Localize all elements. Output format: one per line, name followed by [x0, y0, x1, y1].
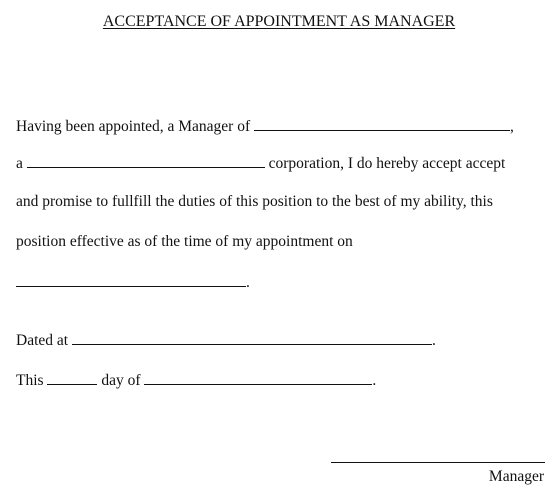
dated-at-blank[interactable] — [72, 330, 432, 345]
appointment-date-blank[interactable] — [16, 272, 246, 287]
line5-period: . — [246, 274, 250, 291]
this-label: This — [16, 372, 44, 389]
paragraph-line-3 — [16, 193, 493, 211]
document-title — [0, 12, 558, 32]
paragraph-line-4 — [16, 233, 353, 251]
line3-text: and promise to fullfill the duties of this position to the best of my ability, this — [16, 193, 493, 210]
line1-text: Having been appointed, a Manager of — [16, 118, 251, 135]
paragraph-line-5 — [16, 272, 250, 292]
this-day-period: . — [372, 372, 377, 389]
line1-comma: , — [510, 118, 514, 135]
signature-label: Manager — [488, 468, 544, 485]
line4-text: position effective as of the time of my appointment on — [16, 233, 353, 250]
paragraph-line-2 — [16, 153, 505, 173]
line2-article: a — [16, 155, 23, 172]
dated-at-label: Dated at — [16, 332, 69, 349]
paragraph-line-1 — [16, 116, 514, 136]
signature-line[interactable] — [331, 462, 545, 463]
dated-at-period: . — [431, 332, 436, 349]
this-day-line — [16, 370, 376, 390]
line2-text: corporation, I do hereby accept accept — [268, 155, 506, 172]
title-text: ACCEPTANCE OF APPOINTMENT AS MANAGER — [102, 13, 456, 30]
day-of-label: day of — [101, 372, 141, 389]
day-blank[interactable] — [47, 370, 97, 385]
dated-at-line — [16, 330, 436, 350]
company-name-blank[interactable] — [254, 116, 510, 131]
corporation-state-blank[interactable] — [27, 153, 265, 168]
month-year-blank[interactable] — [144, 370, 372, 385]
